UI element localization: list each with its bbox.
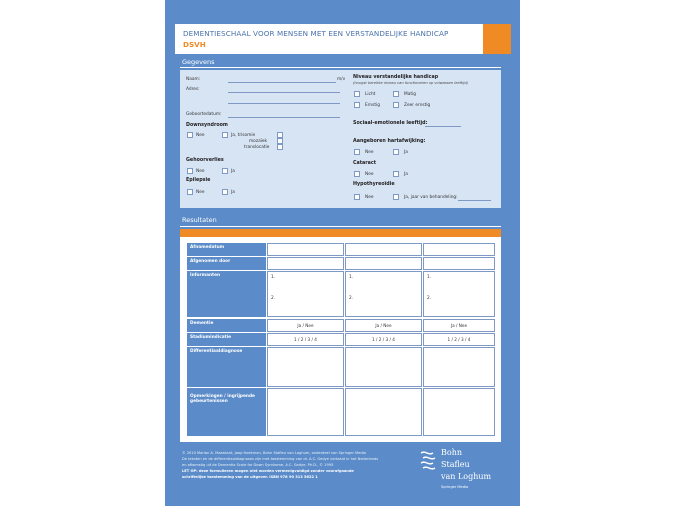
- ernstig-checkbox[interactable]: [354, 102, 360, 108]
- hypothyreoidie-nee-checkbox[interactable]: [354, 194, 360, 200]
- gehoorverlies-ja-checkbox[interactable]: [222, 168, 228, 174]
- section-divider: [180, 226, 501, 227]
- hypothyreoidie-nee-label: Nee: [365, 195, 374, 200]
- hypothyreoidie-heading: Hypothyreoïdie: [353, 182, 395, 187]
- trisomie-label: Ja, trisomie: [231, 133, 256, 138]
- dementie-cell-3[interactable]: [423, 319, 495, 332]
- hartafwijking-nee-label: Nee: [365, 150, 374, 155]
- differentiaal-cell-2[interactable]: [345, 347, 422, 387]
- differentiaal-cell-1[interactable]: [267, 347, 344, 387]
- epilepsie-ja-checkbox[interactable]: [222, 189, 228, 195]
- licht-label: Licht: [365, 92, 376, 97]
- opmerkingen-cell-1[interactable]: [267, 388, 344, 436]
- epilepsie-heading: Epilepsie: [186, 178, 211, 183]
- stadium-options[interactable]: 1 / 2 / 3 / 4: [372, 337, 395, 342]
- dementie-option[interactable]: Ja / Nee: [375, 323, 392, 328]
- footer-warning-2: schriftelijke toestemming van de uitgever. ISBN 978 90 313 5622 1: [182, 475, 318, 479]
- gehoorverlies-heading: Gehoorverlies: [186, 158, 224, 163]
- row-header-afgenomen-door: Afgenomen door: [187, 257, 266, 270]
- adres-label: Adres:: [186, 87, 200, 92]
- mozaiek-label: mozaïek: [249, 139, 268, 144]
- cataract-nee-checkbox[interactable]: [354, 171, 360, 177]
- informant-2-label: 2.: [427, 296, 432, 301]
- downsyndroom-ja-checkbox[interactable]: [222, 132, 228, 138]
- niveau-heading: Niveau verstandelijke handicap: [353, 75, 439, 80]
- cataract-ja-label: Ja: [404, 172, 408, 177]
- form-acronym: DSVH: [183, 40, 206, 49]
- publisher-name-3: van Loghum: [441, 472, 492, 481]
- hartafwijking-nee-checkbox[interactable]: [354, 149, 360, 155]
- adres-field-1[interactable]: [228, 92, 340, 93]
- zeer-ernstig-checkbox[interactable]: [393, 102, 399, 108]
- footer-warning-1: LET OP: deze formulieren mogen niet worden vermenigvuldigd zonder voorafgaande: [182, 469, 354, 473]
- footer-line-3: en afkomstig uit de Dementia Scale for Down Syndrome, A.C. Gedye, Ph.D., © 1995.: [182, 463, 335, 467]
- translocatie-checkbox[interactable]: [277, 144, 283, 150]
- dementie-option[interactable]: Ja / Nee: [450, 323, 468, 328]
- informant-2-label: 2.: [349, 296, 354, 301]
- ernstig-label: Ernstig: [365, 103, 380, 108]
- gegevens-panel: [180, 70, 501, 208]
- informant-2-label: 2.: [271, 296, 276, 301]
- geboortedatum-label: Geboortedatum:: [186, 112, 222, 117]
- informanten-cell-1[interactable]: [267, 271, 344, 317]
- row-header-dementie: Dementie: [187, 319, 266, 332]
- geboortedatum-field[interactable]: [228, 117, 340, 118]
- epilepsie-nee-label: Nee: [196, 190, 205, 195]
- opmerkingen-cell-3[interactable]: [423, 388, 495, 436]
- hartafwijking-heading: Aangeboren hartafwijking:: [353, 139, 426, 144]
- naam-label: Naam:: [186, 77, 201, 82]
- informant-1-label: 1.: [427, 275, 432, 280]
- dementie-option[interactable]: Ja / Nee: [297, 323, 314, 328]
- form-page: [165, 0, 520, 506]
- stadium-cell-2[interactable]: [345, 333, 422, 346]
- publisher-name-2: Stafleu: [441, 460, 470, 469]
- row-header-afnamedatum: Afnamedatum: [187, 243, 266, 256]
- publisher-name-1: Bohn: [441, 448, 462, 457]
- naam-field[interactable]: [228, 82, 336, 83]
- results-table: [180, 237, 501, 442]
- afnamedatum-cell-3[interactable]: [423, 243, 495, 256]
- matig-checkbox[interactable]: [393, 91, 399, 97]
- informanten-cell-2[interactable]: [345, 271, 422, 317]
- footer-line-2: De teksten en de differentiaaldiagnoses zijn met toestemming van dr. A.C. Gedye vertaald in het Nederlands: [182, 457, 379, 461]
- differentiaal-cell-3[interactable]: [423, 347, 495, 387]
- informanten-cell-3[interactable]: [423, 271, 495, 317]
- dementie-cell-1[interactable]: [267, 319, 344, 332]
- form-header: [175, 24, 511, 54]
- publisher-imprint: Springer Media: [441, 485, 469, 489]
- behandeling-jaar-field[interactable]: [458, 200, 491, 201]
- gehoorverlies-nee-label: Nee: [196, 169, 205, 174]
- afgenomen-door-cell-2[interactable]: [345, 257, 422, 270]
- downsyndroom-heading: Downsyndroom: [186, 123, 228, 128]
- section-title-gegevens: Gegevens: [182, 58, 215, 66]
- row-header-differentiaaldiagnose: Differentiaaldiagnose: [187, 347, 266, 387]
- adres-field-2[interactable]: [228, 103, 340, 104]
- section-divider: [180, 67, 501, 68]
- stadium-cell-1[interactable]: [267, 333, 344, 346]
- results-accent-strip: [180, 229, 501, 237]
- row-header-opmerkingen: Opmerkingen / ingrijpende gebeurtenissen: [187, 388, 266, 436]
- hypothyreoidie-ja-checkbox[interactable]: [393, 194, 399, 200]
- gehoorverlies-nee-checkbox[interactable]: [187, 168, 193, 174]
- sociaal-emotionele-leeftijd-label: Sociaal-emotionele leeftijd:: [353, 121, 428, 126]
- stadium-options[interactable]: 1 / 2 / 3 / 4: [294, 337, 317, 342]
- row-header-informanten: Informanten: [187, 271, 266, 317]
- row-header-stadiumindicatie: Stadiumindicatie: [187, 333, 266, 346]
- afnamedatum-cell-1[interactable]: [267, 243, 344, 256]
- form-title: DEMENTIESCHAAL VOOR MENSEN MET EEN VERSTANDELIJKE HANDICAP: [183, 29, 449, 38]
- header-accent: [483, 24, 511, 54]
- afgenomen-door-cell-3[interactable]: [423, 257, 495, 270]
- copyright-line: © 2010 Marian A. Maaskant, Jaap Hoekman, Bohn Stafleu van Loghum, onderdeel van Springer Media: [182, 451, 366, 455]
- niveau-subtitle: (hoogst bereikte niveau van functioneren op volwassen leeftijd): [353, 81, 469, 85]
- downsyndroom-nee-checkbox[interactable]: [187, 132, 193, 138]
- informant-1-label: 1.: [271, 275, 276, 280]
- mv-label: m/v: [337, 77, 346, 82]
- afgenomen-door-cell-1[interactable]: [267, 257, 344, 270]
- downsyndroom-nee-label: Nee: [196, 133, 205, 138]
- stadium-cell-3[interactable]: [423, 333, 495, 346]
- cataract-heading: Cataract: [353, 161, 377, 166]
- afnamedatum-cell-2[interactable]: [345, 243, 422, 256]
- section-title-resultaten: Resultaten: [182, 216, 217, 224]
- matig-label: Matig: [404, 92, 416, 97]
- dementie-cell-2[interactable]: [345, 319, 422, 332]
- cataract-nee-label: Nee: [365, 172, 374, 177]
- zeer-ernstig-label: Zeer ernstig: [404, 103, 431, 108]
- epilepsie-nee-checkbox[interactable]: [187, 189, 193, 195]
- hypothyreoidie-ja-label: Ja, jaar van behandeling:: [404, 195, 458, 200]
- opmerkingen-cell-2[interactable]: [345, 388, 422, 436]
- cataract-ja-checkbox[interactable]: [393, 171, 399, 177]
- sociaal-emotionele-leeftijd-field[interactable]: [425, 126, 461, 127]
- stadium-options[interactable]: 1 / 2 / 3 / 4: [447, 337, 471, 342]
- licht-checkbox[interactable]: [354, 91, 360, 97]
- hartafwijking-ja-checkbox[interactable]: [393, 149, 399, 155]
- hartafwijking-ja-label: Ja: [404, 150, 408, 155]
- publisher-logo-icon: [418, 449, 440, 471]
- informant-1-label: 1.: [349, 275, 354, 280]
- gehoorverlies-ja-label: Ja: [231, 169, 235, 174]
- translocatie-label: translocatie: [244, 145, 270, 150]
- epilepsie-ja-label: Ja: [231, 190, 235, 195]
